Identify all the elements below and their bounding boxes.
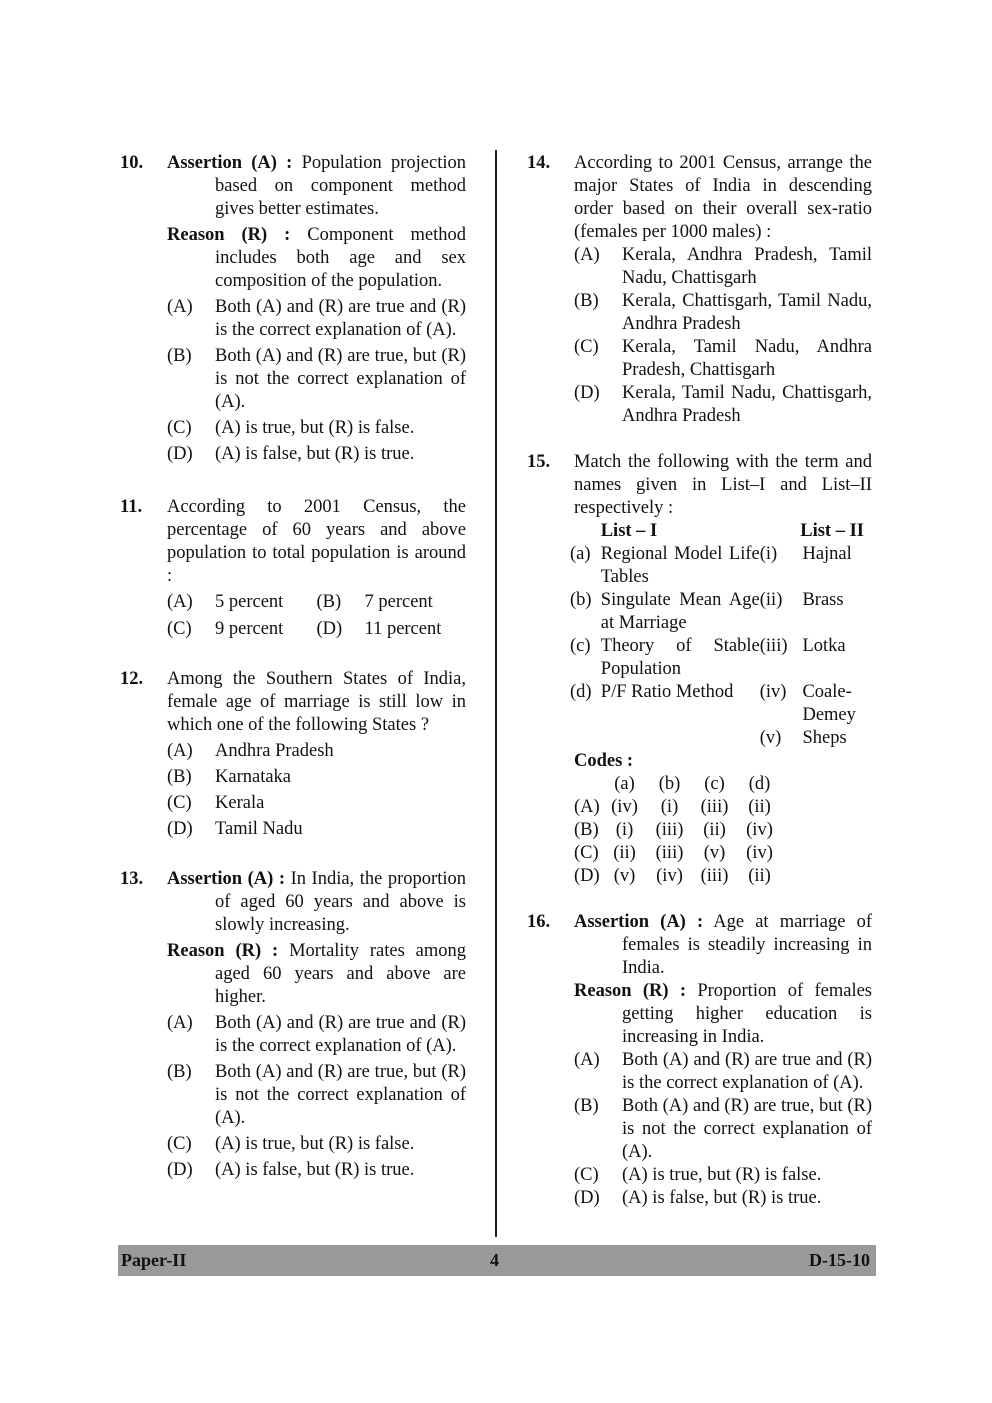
option-text: Andhra Pradesh — [215, 741, 334, 761]
option-label: (D) — [574, 383, 600, 403]
codes-col: (c) — [704, 774, 725, 794]
option-label: (B) — [574, 1096, 599, 1116]
assertion — [574, 911, 872, 980]
reason — [574, 980, 872, 1049]
question-number: 10. — [120, 153, 144, 173]
reason-text: Mortality rates among aged 60 years and above are higher. — [215, 941, 467, 1007]
list-1-header: List – I — [600, 521, 658, 541]
option-label: (D) — [574, 866, 600, 886]
reason-text: Proportion of females getting higher education is increasing in India. — [622, 981, 872, 1047]
option-text: 11 percent — [364, 619, 442, 639]
code-value: (iv) — [746, 843, 773, 863]
list-1-label: (b) — [570, 590, 592, 610]
code-option-c[interactable] — [574, 842, 872, 865]
question-16 — [527, 911, 872, 1210]
option-a[interactable] — [167, 740, 466, 763]
option-text: (A) is true, but (R) is false. — [215, 1134, 415, 1154]
option-b[interactable] — [574, 1095, 872, 1164]
list-2-item: Lotka — [802, 636, 846, 656]
reason — [167, 224, 466, 293]
list-2-item: Sheps — [802, 728, 847, 748]
match-row — [570, 681, 872, 727]
code-value: (iii) — [655, 843, 684, 863]
list-1-item: Theory of Stable Population — [600, 636, 760, 679]
option-label: (B) — [167, 1062, 192, 1082]
option-label: (B) — [574, 820, 599, 840]
codes-label: Codes : — [574, 751, 634, 771]
match-row — [570, 543, 872, 589]
option-text: 7 percent — [364, 592, 433, 612]
option-b[interactable] — [317, 591, 467, 614]
option-text: Both (A) and (R) are true, but (R) is not the correct explanation of (A). — [622, 1096, 872, 1162]
footer-code: D-15-10 — [809, 1250, 870, 1270]
list-2-header: List – II — [800, 521, 864, 541]
option-label: (C) — [167, 1134, 192, 1154]
question-text: Match the following with the term and names given in List–I and List–II respectively : — [574, 452, 872, 518]
option-label: (C) — [574, 337, 599, 357]
list-2-label: (iv) — [759, 682, 787, 702]
option-text: Kerala, Chattisgarh, Tamil Nadu, Andhra Pradesh — [622, 291, 872, 334]
codes-col: (a) — [614, 774, 635, 794]
list-2-label: (iii) — [759, 636, 788, 656]
option-text: Both (A) and (R) are true, but (R) is not the correct explanation of (A). — [215, 1062, 466, 1128]
reason-label: Reason (R) : — [167, 941, 279, 961]
codes-header-row — [574, 773, 872, 796]
list-2-label: (i) — [759, 544, 778, 564]
question-text: According to 2001 Census, arrange the major States of India in descending order based on their overall sex-ratio (females per 1000 males) : — [574, 153, 872, 242]
code-value: (iv) — [746, 820, 773, 840]
option-row — [167, 618, 466, 641]
question-text: Among the Southern States of India, female age of marriage is still low in which one of the following States ? — [167, 669, 466, 735]
footer-page-number: 4 — [490, 1250, 499, 1270]
code-value: (iii) — [700, 866, 729, 886]
option-label: (B) — [574, 291, 599, 311]
page-footer — [118, 1245, 876, 1276]
assertion — [167, 152, 466, 221]
option-c[interactable] — [167, 417, 466, 440]
option-d[interactable] — [574, 382, 872, 428]
option-label: (A) — [167, 297, 193, 317]
list-2-item: Coale-Demey — [802, 682, 856, 725]
code-value: (i) — [660, 797, 679, 817]
question-12 — [120, 668, 466, 841]
option-a[interactable] — [574, 244, 872, 290]
match-table — [570, 543, 872, 750]
option-text: Kerala, Tamil Nadu, Chattisgarh, Andhra Pradesh — [622, 383, 872, 426]
code-value: (iii) — [700, 797, 729, 817]
list-1-item — [601, 727, 760, 750]
option-c[interactable] — [167, 618, 317, 641]
option-a[interactable] — [167, 1012, 466, 1058]
assertion — [167, 868, 466, 937]
question-14 — [527, 152, 872, 428]
assertion-text: Population projection based on component method gives better estimates. — [215, 153, 466, 219]
option-b[interactable] — [167, 1061, 466, 1130]
option-text: (A) is false, but (R) is true. — [622, 1188, 822, 1208]
match-row — [570, 635, 872, 681]
option-b[interactable] — [167, 345, 466, 414]
option-label: (D) — [167, 819, 193, 839]
option-row — [167, 591, 466, 614]
option-d[interactable] — [167, 818, 466, 841]
question-13 — [120, 868, 466, 1182]
option-b[interactable] — [574, 290, 872, 336]
list-headers — [574, 520, 872, 543]
question-number: 11. — [120, 497, 143, 517]
footer-paper-label: Paper-II — [121, 1250, 187, 1270]
code-value: (iv) — [611, 797, 638, 817]
question-number: 12. — [120, 669, 144, 689]
option-label: (A) — [167, 1013, 193, 1033]
question-15 — [527, 451, 872, 888]
option-d[interactable] — [167, 1159, 466, 1182]
reason-label: Reason (R) : — [167, 225, 291, 245]
option-text: Karnataka — [215, 767, 292, 787]
list-2-item: Brass — [802, 590, 844, 610]
option-d[interactable] — [317, 618, 467, 641]
option-a[interactable] — [167, 591, 317, 614]
list-2-label: (ii) — [759, 590, 783, 610]
reason-text: Component method includes both age and sex composition of the population. — [215, 225, 467, 291]
option-text: Kerala, Andhra Pradesh, Tamil Nadu, Chattisgarh — [622, 245, 872, 288]
reason-label: Reason (R) : — [574, 981, 687, 1001]
option-label: (C) — [574, 843, 599, 863]
option-label: (B) — [316, 592, 342, 612]
codes-col: (d) — [748, 774, 771, 794]
left-column — [120, 152, 466, 1205]
column-divider — [495, 150, 497, 1237]
option-label: (A) — [574, 245, 600, 265]
code-option-d[interactable] — [574, 865, 872, 888]
code-value: (i) — [615, 820, 634, 840]
assertion-text: In India, the proportion of aged 60 years and above is slowly increasing. — [215, 869, 466, 935]
list-1-label: (a) — [570, 544, 591, 564]
option-label: (A) — [574, 797, 600, 817]
list-1-label — [570, 727, 601, 750]
code-value: (ii) — [748, 866, 771, 886]
code-value: (iii) — [655, 820, 684, 840]
question-11 — [120, 496, 466, 641]
option-text: 5 percent — [215, 592, 284, 612]
list-1-item: Singulate Mean Age at Marriage — [600, 590, 760, 633]
assertion-label: Assertion (A) : — [574, 912, 704, 932]
option-label: (B) — [167, 346, 192, 366]
codes-col: (b) — [658, 774, 681, 794]
question-text: According to 2001 Census, the percentage of 60 years and above population to total population is around : — [167, 497, 466, 586]
code-value: (ii) — [703, 820, 726, 840]
list-1-item: Regional Model Life Tables — [600, 544, 760, 587]
code-value: (ii) — [748, 797, 771, 817]
option-label: (D) — [574, 1188, 600, 1208]
question-number: 15. — [527, 452, 551, 472]
option-text: (A) is false, but (R) is true. — [215, 444, 415, 464]
option-c[interactable] — [574, 1164, 872, 1187]
match-row — [570, 727, 872, 750]
option-text: Kerala, Tamil Nadu, Andhra Pradesh, Chattisgarh — [622, 337, 872, 380]
option-label: (D) — [167, 1160, 193, 1180]
option-a[interactable] — [574, 1049, 872, 1095]
option-c[interactable] — [167, 792, 466, 815]
list-2-label: (v) — [759, 728, 782, 748]
list-1-label: (d) — [570, 682, 592, 702]
option-label: (A) — [574, 1050, 600, 1070]
list-2-item: Hajnal — [802, 544, 852, 564]
option-c[interactable] — [167, 1133, 466, 1156]
list-1-item: P/F Ratio Method — [600, 682, 734, 702]
code-option-b[interactable] — [574, 819, 872, 842]
codes-table — [574, 750, 872, 888]
question-number: 14. — [527, 153, 551, 173]
option-label: (C) — [167, 418, 192, 438]
option-label: (B) — [167, 767, 192, 787]
match-row — [570, 589, 872, 635]
assertion-label: Assertion (A) : — [167, 869, 285, 889]
code-value: (iv) — [656, 866, 683, 886]
option-text: (A) is true, but (R) is false. — [215, 418, 415, 438]
option-label: (C) — [167, 619, 192, 639]
code-value: (ii) — [613, 843, 636, 863]
assertion-text: Age at marriage of females is steadily increasing in India. — [622, 912, 872, 978]
option-text: Kerala — [215, 793, 265, 813]
code-option-a[interactable] — [574, 796, 872, 819]
question-number: 13. — [120, 869, 144, 889]
option-label: (A) — [167, 592, 193, 612]
option-text: Both (A) and (R) are true, but (R) is not the correct explanation of (A). — [215, 346, 466, 412]
option-d[interactable] — [574, 1187, 872, 1210]
code-value: (v) — [703, 843, 726, 863]
reason — [167, 940, 466, 1009]
option-text: Both (A) and (R) are true and (R) is the correct explanation of (A). — [215, 1013, 466, 1056]
question-10 — [120, 152, 466, 466]
option-text: (A) is true, but (R) is false. — [622, 1165, 822, 1185]
question-number: 16. — [527, 912, 551, 932]
option-text: (A) is false, but (R) is true. — [215, 1160, 415, 1180]
right-column — [527, 152, 872, 1233]
option-label: (C) — [167, 793, 192, 813]
assertion-label: Assertion (A) : — [167, 153, 293, 173]
option-text: Both (A) and (R) are true and (R) is the correct explanation of (A). — [215, 297, 466, 340]
list-1-label: (c) — [570, 636, 591, 656]
option-label: (D) — [316, 619, 343, 639]
code-value: (v) — [613, 866, 636, 886]
option-b[interactable] — [167, 766, 466, 789]
option-label: (D) — [167, 444, 193, 464]
option-text: Tamil Nadu — [215, 819, 303, 839]
option-label: (C) — [574, 1165, 599, 1185]
option-c[interactable] — [574, 336, 872, 382]
option-text: 9 percent — [215, 619, 284, 639]
option-text: Both (A) and (R) are true and (R) is the correct explanation of (A). — [622, 1050, 872, 1093]
option-d[interactable] — [167, 443, 466, 466]
option-a[interactable] — [167, 296, 466, 342]
option-label: (A) — [167, 741, 193, 761]
